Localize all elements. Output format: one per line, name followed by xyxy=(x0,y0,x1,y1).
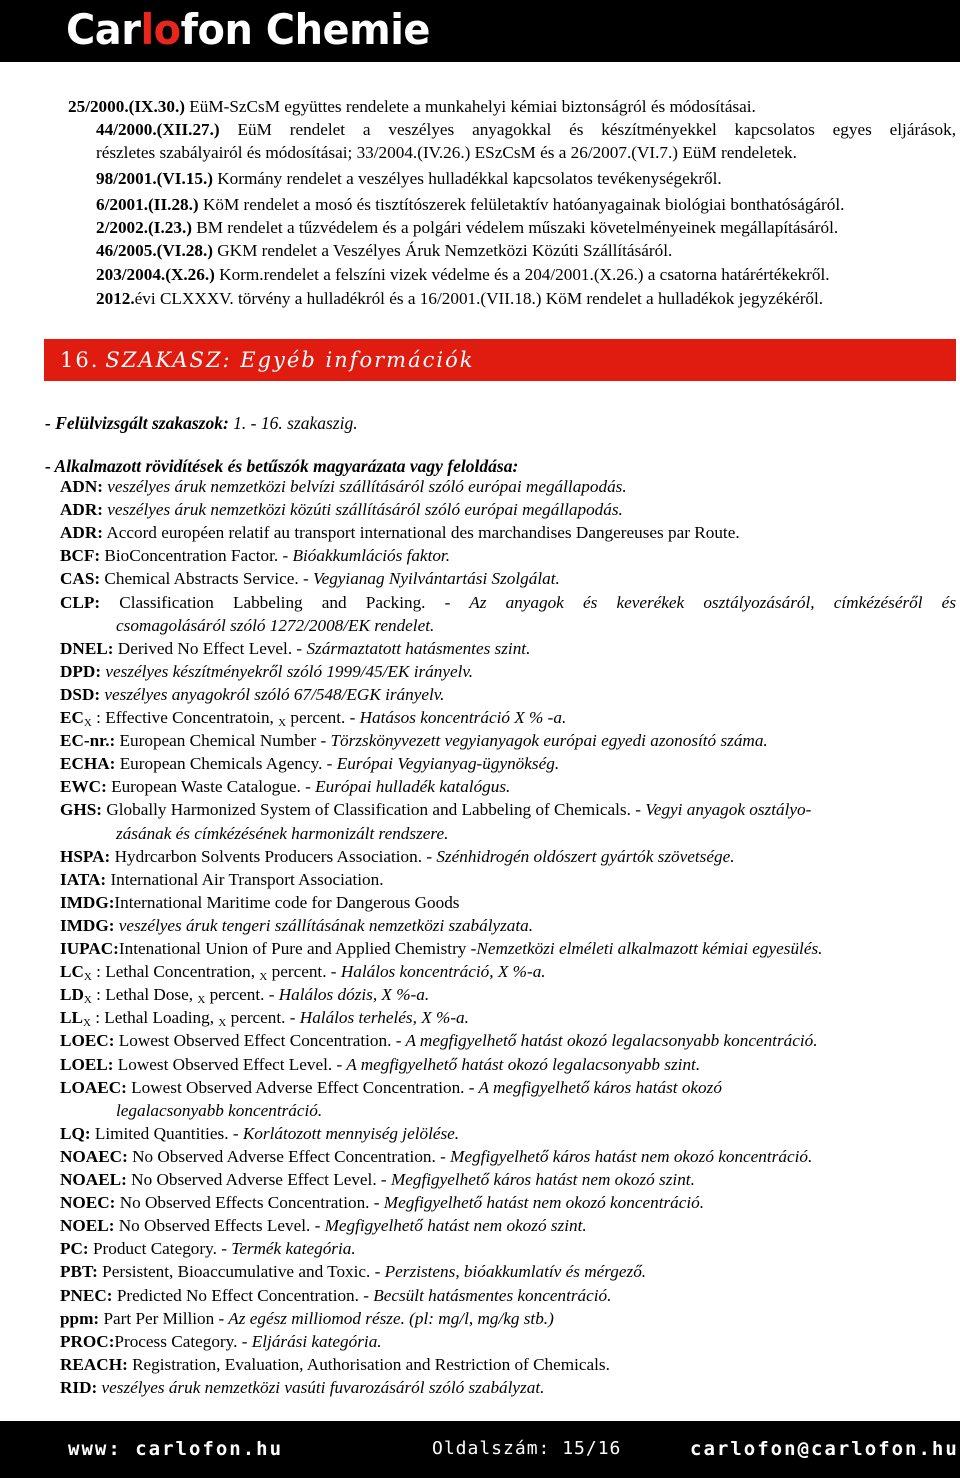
abbreviation-row: RID: veszélyes áruk nemzetközi vasúti fuvarozásáról szóló szabályzat. xyxy=(60,1378,545,1397)
abbreviation-row: $LL_X$ : Lethal Loading, $_X$ percent. - Halálos terhelés, X %-a. xyxy=(60,1008,469,1029)
abbreviation-row: DNEL: Derived No Effect Level. - Származtatott hatásmentes szint. xyxy=(60,639,531,658)
abbreviation-row: LQ: Limited Quantities. - Korlátozott mennyiség jelölése. xyxy=(60,1124,460,1143)
regulation-line: 2012.évi CLXXXV. törvény a hulladékról és a 16/2001.(VII.18.) KöM rendelet a hulladékok jegyzékéről. xyxy=(96,289,824,308)
footer-email[interactable]: carlofon@carlofon.hu xyxy=(690,1438,959,1460)
abbreviation-row: NOAEC: No Observed Adverse Effect Concentration. - Megfigyelhető káros hatást nem okozó koncentráció. xyxy=(60,1147,813,1166)
footer-page-number: Oldalszám: 15/16 xyxy=(432,1438,622,1459)
abbreviation-row: EWC: European Waste Catalogue. - Európai hulladék katalógus. xyxy=(60,777,511,796)
regulation-line: 6/2001.(II.28.) KöM rendelet a mosó és tisztítószerek felületaktív hatóanyagainak biológiai bonthatóságáról. xyxy=(96,195,845,214)
abbreviation-row: ECHA: European Chemicals Agency. - Európai Vegyianyag-ügynökség. xyxy=(60,754,560,773)
abbreviation-row: IUPAC:Intenational Union of Pure and Applied Chemistry -Nemzetközi elméleti alkalmazott kémiai egyesülés. xyxy=(60,939,823,958)
abbreviation-row: NOEL: No Observed Effects Level. - Megfigyelhető hatást nem okozó szint. xyxy=(60,1216,587,1235)
section-heading xyxy=(44,339,956,381)
abbreviation-row: DPD: veszélyes készítményekről szóló 1999/45/EK irányelv. xyxy=(60,662,474,681)
regulation-line: 203/2004.(X.26.) Korm.rendelet a felszíni vizek védelme és a 204/2001.(X.26.) a csatorna határértékekről. xyxy=(96,265,830,284)
header-logo-bar xyxy=(0,0,960,62)
abbreviation-row: LOEC: Lowest Observed Effect Concentration. - A megfigyelhető hatást okozó legalacsonyabb koncentráció. xyxy=(60,1031,818,1050)
brand-logo: Carlofon Chemie xyxy=(66,5,431,54)
page-footer xyxy=(0,1421,960,1478)
abbreviation-row: PROC:Process Category. - Eljárási kategória. xyxy=(60,1332,382,1351)
abbreviation-row: IMDG: veszélyes áruk tengeri szállításának nemzetközi szabályzata. xyxy=(60,916,534,935)
abbreviation-row: EC-nr.: European Chemical Number - Törzskönyvezett vegyianyagok európai egyedi azonosító száma. xyxy=(60,731,768,750)
abbreviation-row: HSPA: Hydrcarbon Solvents Producers Association. - Szénhidrogén oldószert gyártók szövetsége. xyxy=(60,847,735,866)
footer-website[interactable]: www: carlofon.hu xyxy=(68,1438,284,1460)
abbreviation-row: LOAEC: Lowest Observed Adverse Effect Concentration. - A megfigyelhető káros hatást okozó xyxy=(60,1078,722,1097)
regulation-line: 2/2002.(I.23.) BM rendelet a tűzvédelem és a polgári védelem műszaki követelményeinek megállapításáról. xyxy=(96,218,839,237)
abbreviation-row: BCF: BioConcentration Factor. - Bióakkumlációs faktor. xyxy=(60,546,451,565)
abbreviation-row: NOEC: No Observed Effects Concentration. - Megfigyelhető hatást nem okozó koncentráció. xyxy=(60,1193,705,1212)
abbreviation-row: IATA: International Air Transport Association. xyxy=(60,870,384,889)
abbreviation-row: $LD_X$ : Lethal Dose, $_X$ percent. - Halálos dózis, X %-a. xyxy=(60,985,430,1006)
abbreviation-row: $LC_X$ : Lethal Concentration, $_X$ percent. - Halálos koncentráció, X %-a. xyxy=(60,962,546,983)
abbreviation-row: PBT: Persistent, Bioaccumulative and Toxic. - Perzistens, bióakkumlatív és mérgező. xyxy=(60,1262,647,1281)
abbreviation-row: DSD: veszélyes anyagokról szóló 67/548/EGK irányelv. xyxy=(60,685,445,704)
abbreviations-heading: - Alkalmazott rövidítések és betűszók magyarázata vagy feloldása: xyxy=(45,456,519,476)
abbreviation-row: IMDG:International Maritime code for Dangerous Goods xyxy=(60,893,460,912)
abbreviation-row: ADN: veszélyes áruk nemzetközi belvízi szállításáról szóló európai megállapodás. xyxy=(60,477,627,496)
abbreviation-continuation: csomagolásáról szóló 1272/2008/EK rendelet. xyxy=(116,616,435,635)
abbreviation-row: ppm: Part Per Million - Az egész milliomod része. (pl: mg/l, mg/kg stb.) xyxy=(60,1309,554,1328)
abbreviation-row: CAS: Chemical Abstracts Service. - Vegyianag Nyilvántartási Szolgálat. xyxy=(60,569,560,588)
abbreviation-continuation: zásának és címkézésének harmonizált rendszere. xyxy=(116,824,449,843)
regulation-line: részletes szabályairól és módosításai; 33/2004.(IV.26.) ESzCsM és a 26/2007.(VI.7.) EüM rendeletek. xyxy=(96,143,797,162)
regulation-line: 46/2005.(VI.28.) GKM rendelet a Veszélyes Áruk Nemzetközi Közúti Szállításáról. xyxy=(96,241,673,260)
section-title: SZAKASZ: Egyéb információk xyxy=(105,348,475,372)
abbreviation-continuation: legalacsonyabb koncentráció. xyxy=(116,1101,323,1120)
regulation-line: 44/2000.(XII.27.) EüM rendelet a veszélyes anyagokkal és készítményekkel kapcsolatos egyes eljárások, xyxy=(96,120,956,139)
abbreviation-row: ADR: veszélyes áruk nemzetközi közúti szállításáról szóló európai megállapodás. xyxy=(60,500,623,519)
abbreviation-row: ADR: Accord européen relatif au transport international des marchandises Dangereuses par Route. xyxy=(60,523,740,542)
abbreviation-row: REACH: Registration, Evaluation, Authorisation and Restriction of Chemicals. xyxy=(60,1355,610,1374)
section-number: 16. xyxy=(60,348,100,372)
regulation-line: 98/2001.(VI.15.) Kormány rendelet a veszélyes hulladékkal kapcsolatos tevékenységekről. xyxy=(96,169,722,188)
regulation-line: 25/2000.(IX.30.) EüM-SzCsM együttes rendelete a munkahelyi kémiai biztonságról és módosításai. xyxy=(68,97,756,116)
revised-sections: - Felülvizsgált szakaszok: 1. - 16. szakaszig. xyxy=(45,413,358,433)
abbreviation-row: $EC_X$ : Effective Concentratoin, $_X$ percent. - Hatásos koncentráció X % -a. xyxy=(60,708,567,729)
abbreviation-row: CLP: Classification Labbeling and Packing. - Az anyagok és keverékek osztályozásáról, címkézéséről és xyxy=(60,593,957,612)
abbreviation-row: PNEC: Predicted No Effect Concentration. - Becsült hatásmentes koncentráció. xyxy=(60,1286,612,1305)
abbreviation-row: NOAEL: No Observed Adverse Effect Level. - Megfigyelhető káros hatást nem okozó szint. xyxy=(60,1170,695,1189)
abbreviation-row: GHS: Globally Harmonized System of Classification and Labbeling of Chemicals. - Vegyi anyagok osztályo- xyxy=(60,800,812,819)
abbreviation-row: PC: Product Category. - Termék kategória. xyxy=(60,1239,356,1258)
abbreviation-row: LOEL: Lowest Observed Effect Level. - A megfigyelhető hatást okozó legalacsonyabb szint. xyxy=(60,1055,701,1074)
